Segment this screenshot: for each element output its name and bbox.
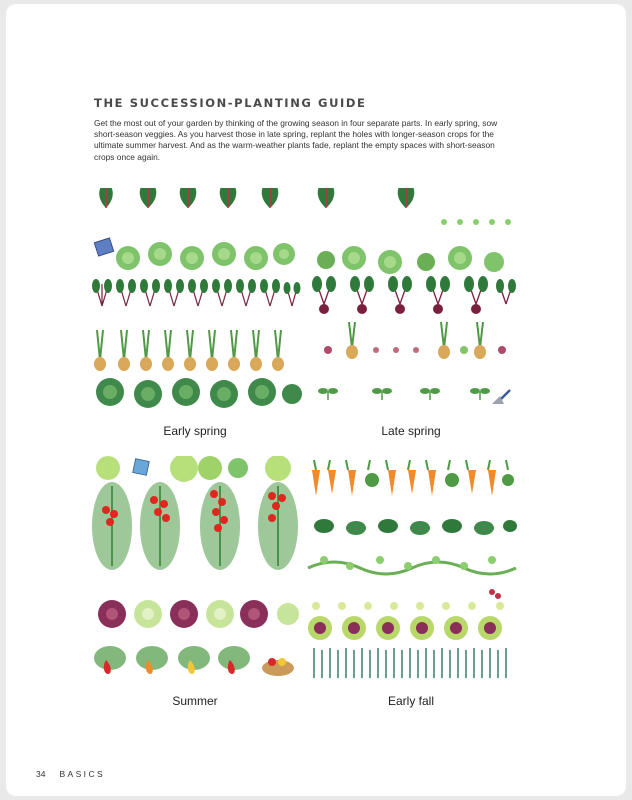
seed-packet-icon	[133, 459, 150, 476]
late-spring-illustration	[304, 188, 518, 418]
onion-row	[94, 330, 284, 371]
trowel-icon	[492, 390, 510, 404]
beet-row	[312, 276, 516, 314]
beet-row	[92, 279, 301, 306]
onion-and-radish-row	[324, 322, 506, 359]
carrot-row	[312, 460, 514, 496]
caption-early-fall: Early fall	[387, 694, 434, 708]
seed-packet-icon	[94, 238, 114, 256]
early-spring-illustration	[88, 188, 302, 418]
peas-row	[308, 556, 516, 599]
caption-late-spring: Late spring	[381, 424, 441, 438]
lettuce-row	[116, 242, 295, 270]
lettuce-row	[317, 246, 504, 274]
summer-illustration	[88, 456, 302, 686]
page-title: THE SUCCESSION-PLANTING GUIDE	[94, 96, 367, 110]
chard-and-seedlings-row	[318, 188, 511, 225]
section-name: BASICS	[59, 769, 106, 779]
cabbage-row	[308, 602, 504, 640]
kale-row	[96, 378, 302, 408]
book-page	[6, 4, 626, 796]
spinach-row	[314, 519, 517, 535]
page-footer	[36, 769, 105, 779]
early-fall-illustration	[304, 456, 518, 686]
lettuce-heads-row	[96, 456, 291, 482]
caption-summer: Summer	[172, 694, 218, 708]
caption-early-spring: Early spring	[163, 424, 227, 438]
intro-paragraph: Get the most out of your garden by thinking of the growing season in four separate parts. In early spring, sow short-season veggies. As you harvest those in late spring, replant the holes with longer-season crops for the ultimate summer harvest. And as the warm-weather plants fade, replant the empty spaces with short-season crops once again.	[94, 118, 498, 162]
cabbage-lettuce-row	[98, 600, 299, 628]
chard-row	[99, 188, 278, 208]
leek-row	[314, 648, 506, 678]
transplant-seedlings-row	[318, 388, 490, 400]
pepper-plants-row	[94, 646, 294, 676]
page-number: 34	[36, 769, 46, 779]
tomato-plants-row	[92, 482, 298, 570]
harvest-basket-icon	[262, 658, 294, 676]
